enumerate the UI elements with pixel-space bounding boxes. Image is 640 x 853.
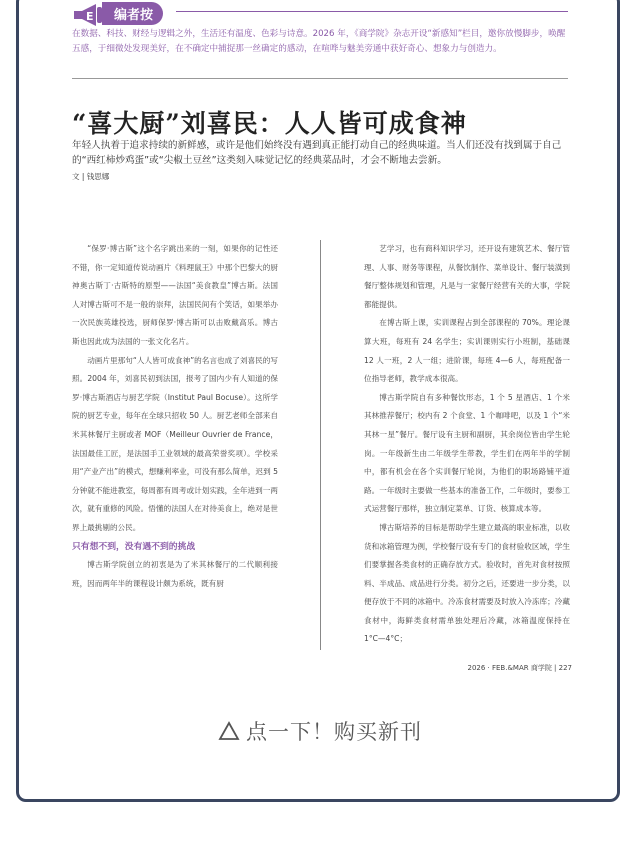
article-deck: 年轻人执着于追求持续的新鲜感，或许是他们始终没有遇到真正能打动自己的经典味道。当人们还没有找到属于自己的“西红柿炒鸡蛋”或“尖椒土豆丝”这类刻入味觉记忆的经典菜品时，才会不断地去尝新。 xyxy=(72,140,562,166)
paragraph: 博古斯培养的目标是帮助学生建立最高的职业标准，以收货和冰箱管理为例，学校餐厅设有专门的食材验收区域，学生们要掌握各类食材的正确存放方式。验收时，首先对食材按照料、半成品、成品进行分类。初分之后，还要进一步分类，以便存放于不同的冰箱中。冷冻食材需要及时放入冷冻库；冷藏食材中，海鲜类食材需单独处理后冷藏，冰箱温度保持在 1°C—4°C； xyxy=(364,522,570,644)
section-subhead: 只有想不到，没有遇不到的挑战 xyxy=(72,541,196,552)
article-column-left xyxy=(72,240,278,593)
page-footer: 2026 · FEB.&MAR 商学院 | 227 xyxy=(467,664,572,672)
paragraph: 艺学习，也有商科知识学习，还开设有建筑艺术、餐厅管理、人事、财务等课程，从餐饮制作、菜单设计、餐厅装潢到餐厅整体规划和管理，凡是与一家餐厅经营有关的大事，学院都能提供。 xyxy=(364,244,570,309)
article-byline: 文 | 钱思娜 xyxy=(72,172,110,181)
section-divider xyxy=(72,78,568,79)
paragraph: 博古斯学院自有多种餐饮形态，1 个 5 星酒店、1 个米其林推荐餐厅；校内有 2 个食堂、1 个咖啡吧，以及 1 个“米其林一星”餐厅。餐厅设有主厨和副厨，其余岗位皆由学生轮岗。一年级新生由二年级学生带教，学生们在两年半的学制中，都有机会在各个实训餐厅轮岗，为他们的职场路铺平道路。一年级时主要做一些基本的准备工作，二年级时，要参工式运营餐厅那样，独立制定菜单、订货、核算成本等。 xyxy=(364,392,570,514)
buy-new-issue-text: 点一下！购买新刊 xyxy=(246,720,422,744)
buy-new-issue-link[interactable] xyxy=(0,716,640,746)
editor-note-text: 在数据、科技、财经与逻辑之外，生活还有温度、色彩与诗意。2026 年，《商学院》杂志开设“新感知”栏目，邀你放慢脚步，唤醒五感，于细微处发现美好，在不确定中捕捉那一丝确定的感动，在喧哗与魅美旁通中获好奇心、想象力与创造力。 xyxy=(72,29,566,54)
triangle-outline-icon xyxy=(218,721,240,746)
editor-note-divider xyxy=(176,11,568,12)
svg-text:E: E xyxy=(86,9,94,23)
megaphone-icon xyxy=(72,3,106,25)
paragraph: 动画片里那句“人人皆可成食神”的名言也成了刘喜民的写照。2004 年，刘喜民初到法国，报考了国内少有人知道的保罗·博古斯酒店与厨艺学院（Institut Paul Bocuse）。这所学院的厨艺专业，每年在全球只招收 50 人。厨艺老师全部来自米其林餐厅主厨或者 MOF（Meilleur Ouvrier de France，法国最佳工匠，是法国手工业领域的最高荣誉奖项）。学校采用“产业产出”的模式，想赚利率业，可没有那么简单，迟到 5 分钟就不能进教室，每周都有周考或计划实践，全年进到一两次，就有重修的风险。悟懂的法国人在对待美食上，绝对是世界上最挑剔的公民。 xyxy=(72,355,278,532)
column-divider xyxy=(320,240,321,650)
paragraph: 在博古斯上课，实训课程占到全部课程的 70%。理论课算大班，每班有 24 名学生；实训课则实行小班制，基础课 12 人一班，2 人一组；进阶课，每班 4—6 人，每班配备一位指导老师，教学成本很高。 xyxy=(364,318,570,384)
editor-note-label: 编者按 xyxy=(102,2,163,25)
paragraph: 博古斯学院创立的初衷是为了米其林餐厅的二代顺利接班，因而两年半的课程设计颇为系统，既有厨 xyxy=(72,560,278,588)
article-title: “喜大厨”刘喜民：人人皆可成食神 xyxy=(72,109,467,138)
editor-note-tag xyxy=(72,2,163,25)
paragraph: “保罗·博古斯”这个名字跳出来的一刻，如果你的记性还不错，你一定知道传说动画片《料理鼠王》中那个巴黎大的厨神奥古斯丁·古斯特的原型——法国“美食教皇”博古斯。法国人对博古斯可不是一般的崇拜，法国民间有个笑话，如果举办一次民族英雄投选，厨师保罗·博古斯可以击败戴高乐。博古斯也因此成为法国的一张文化名片。 xyxy=(72,244,278,346)
article-column-right xyxy=(364,240,570,649)
